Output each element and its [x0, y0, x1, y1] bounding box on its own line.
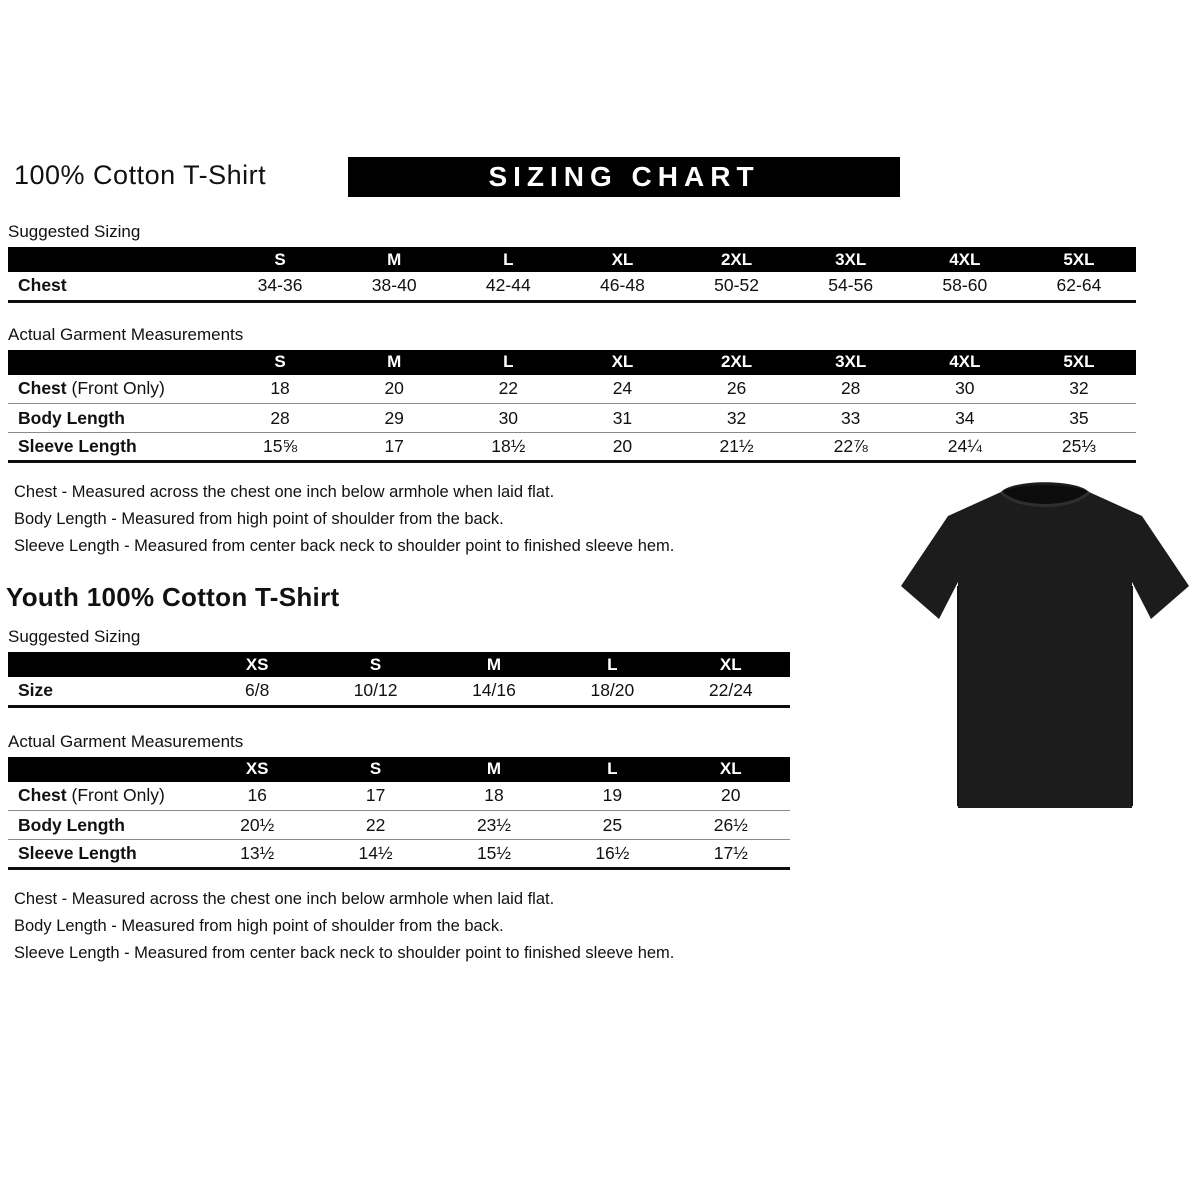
size-column-header: XL — [672, 652, 790, 677]
table-corner-cell — [8, 247, 223, 272]
youth-suggested-sizing-label: Suggested Sizing — [8, 627, 141, 646]
measurement-cell: 18 — [484, 785, 504, 806]
measurement-cell: 38-40 — [371, 275, 417, 296]
size-column-header: XL — [565, 350, 679, 375]
size-column-header: 3XL — [794, 247, 908, 272]
table-row — [8, 433, 1136, 462]
measurement-cell: 30 — [498, 407, 519, 428]
page-header — [14, 160, 1200, 208]
measurement-cell: 24¼ — [947, 436, 982, 456]
note-line: Chest - Measured across the chest one inch below armhole when laid flat. — [14, 483, 555, 501]
size-column-header: L — [451, 350, 565, 375]
measurement-cell: 19 — [602, 785, 623, 806]
measurement-cell: 23½ — [476, 814, 511, 835]
measurement-cell: 22 — [365, 814, 386, 835]
measurement-cell: 22⅞ — [833, 436, 868, 456]
note-line: Chest - Measured across the chest one inch below armhole when laid flat. — [14, 890, 555, 908]
measurement-cell: 18/20 — [590, 680, 635, 701]
measurement-cell: 50-52 — [714, 275, 759, 296]
measurement-cell: 17½ — [713, 843, 748, 863]
table-row — [8, 811, 790, 840]
measurement-cell: 62-64 — [1056, 275, 1102, 296]
measurement-cell: 22 — [498, 378, 519, 399]
size-column-header: 5XL — [1022, 247, 1136, 272]
measurement-cell: 14/16 — [472, 680, 516, 701]
measurement-cell: 26½ — [713, 814, 748, 835]
measurement-cell: 20 — [612, 436, 633, 456]
table-corner-cell — [8, 652, 198, 677]
size-column-header: 3XL — [794, 350, 908, 375]
measurement-cell: 46-48 — [600, 275, 645, 296]
table-row — [8, 840, 790, 869]
note-line: Sleeve Length - Measured from center back neck to shoulder point to finished sleeve hem. — [14, 944, 675, 962]
measurement-cell: 35 — [1069, 407, 1089, 428]
youth-page-title: Youth 100% Cotton T-Shirt — [6, 582, 340, 612]
row-label: Body Length — [18, 407, 125, 428]
youth-measurement-notes — [14, 886, 1200, 967]
size-header-row — [8, 652, 790, 677]
size-column-header: M — [337, 247, 451, 272]
measurement-cell: 20½ — [240, 814, 275, 835]
measurement-cell: 13½ — [240, 843, 275, 863]
size-column-header: 4XL — [908, 350, 1022, 375]
size-header-row — [8, 757, 790, 782]
measurement-cell: 17 — [365, 785, 386, 806]
row-label: Sleeve Length — [18, 436, 137, 456]
sizing-chart-banner-text: SIZING CHART — [488, 161, 760, 192]
adult-actual-measurements-table — [8, 350, 1136, 464]
measurement-cell: 30 — [955, 378, 975, 399]
black-tshirt-image — [895, 476, 1195, 828]
measurement-cell: 54-56 — [828, 275, 874, 296]
size-column-header: S — [316, 652, 434, 677]
note-line: Sleeve Length - Measured from center back neck to shoulder point to finished sleeve hem. — [14, 537, 675, 555]
size-column-header: L — [451, 247, 565, 272]
measurement-cell: 42-44 — [485, 275, 531, 296]
table-row — [8, 677, 790, 706]
measurement-cell: 20 — [384, 378, 404, 399]
measurement-cell: 17 — [384, 436, 404, 456]
adult-suggested-sizing-label: Suggested Sizing — [8, 222, 141, 241]
measurement-cell: 34-36 — [257, 275, 303, 296]
youth-actual-measurements-label: Actual Garment Measurements — [8, 731, 244, 751]
table-corner-cell — [8, 350, 223, 375]
measurement-cell: 29 — [384, 407, 404, 428]
measurement-cell: 18½ — [491, 436, 526, 456]
size-column-header: XL — [565, 247, 679, 272]
page-title: 100% Cotton T-Shirt — [14, 160, 267, 190]
size-column-header: M — [435, 652, 553, 677]
measurement-cell: 14½ — [358, 843, 393, 863]
size-column-header: S — [223, 350, 337, 375]
note-line: Body Length - Measured from high point of shoulder from the back. — [14, 917, 504, 935]
size-column-header: 2XL — [680, 247, 794, 272]
size-column-header: 4XL — [908, 247, 1022, 272]
size-column-header: 2XL — [680, 350, 794, 375]
sizing-chart-banner — [348, 157, 900, 197]
row-label: Chest (Front Only) — [18, 378, 165, 399]
row-label: Chest (Front Only) — [18, 785, 165, 806]
size-column-header: S — [316, 757, 434, 782]
size-column-header: L — [553, 757, 671, 782]
measurement-cell: 10/12 — [353, 680, 398, 701]
youth-actual-measurements-table — [8, 757, 790, 871]
size-column-header: M — [337, 350, 451, 375]
row-label: Chest — [18, 275, 67, 296]
youth-suggested-sizing-table — [8, 652, 790, 708]
measurement-cell: 25 — [602, 814, 623, 835]
measurement-cell: 25⅓ — [1061, 436, 1096, 456]
size-header-row — [8, 350, 1136, 375]
measurement-cell: 6/8 — [245, 680, 270, 701]
size-column-header: M — [435, 757, 553, 782]
measurement-cell: 15½ — [476, 843, 511, 863]
measurement-cell: 21½ — [719, 436, 754, 456]
table-row — [8, 404, 1136, 433]
table-corner-cell — [8, 757, 198, 782]
measurement-cell: 28 — [270, 407, 290, 428]
measurement-cell: 24 — [612, 378, 633, 399]
measurement-cell: 18 — [270, 378, 290, 399]
measurement-cell: 16 — [247, 785, 267, 806]
row-label: Size — [18, 680, 54, 701]
row-label: Sleeve Length — [18, 843, 137, 863]
table-row — [8, 272, 1136, 301]
size-column-header: S — [223, 247, 337, 272]
measurement-cell: 32 — [726, 407, 747, 428]
measurement-cell: 28 — [840, 378, 861, 399]
size-column-header: L — [553, 652, 671, 677]
measurement-cell: 20 — [721, 785, 741, 806]
size-column-header: 5XL — [1022, 350, 1136, 375]
measurement-cell: 15⅝ — [263, 436, 298, 456]
size-column-header: XS — [198, 652, 316, 677]
table-row — [8, 782, 790, 811]
note-line: Body Length - Measured from high point of shoulder from the back. — [14, 510, 504, 528]
measurement-cell: 33 — [840, 407, 861, 428]
measurement-cell: 31 — [612, 407, 633, 428]
measurement-cell: 34 — [955, 407, 975, 428]
size-column-header: XL — [672, 757, 790, 782]
measurement-cell: 16½ — [595, 843, 630, 863]
table-row — [8, 375, 1136, 404]
size-header-row — [8, 247, 1136, 272]
adult-actual-measurements-label: Actual Garment Measurements — [8, 324, 244, 344]
measurement-cell: 58-60 — [942, 275, 988, 296]
adult-suggested-sizing-table — [8, 247, 1136, 303]
size-column-header: XS — [198, 757, 316, 782]
row-label: Body Length — [18, 814, 125, 835]
measurement-cell: 32 — [1069, 378, 1089, 399]
measurement-cell: 26 — [726, 378, 747, 399]
measurement-cell: 22/24 — [708, 680, 753, 701]
